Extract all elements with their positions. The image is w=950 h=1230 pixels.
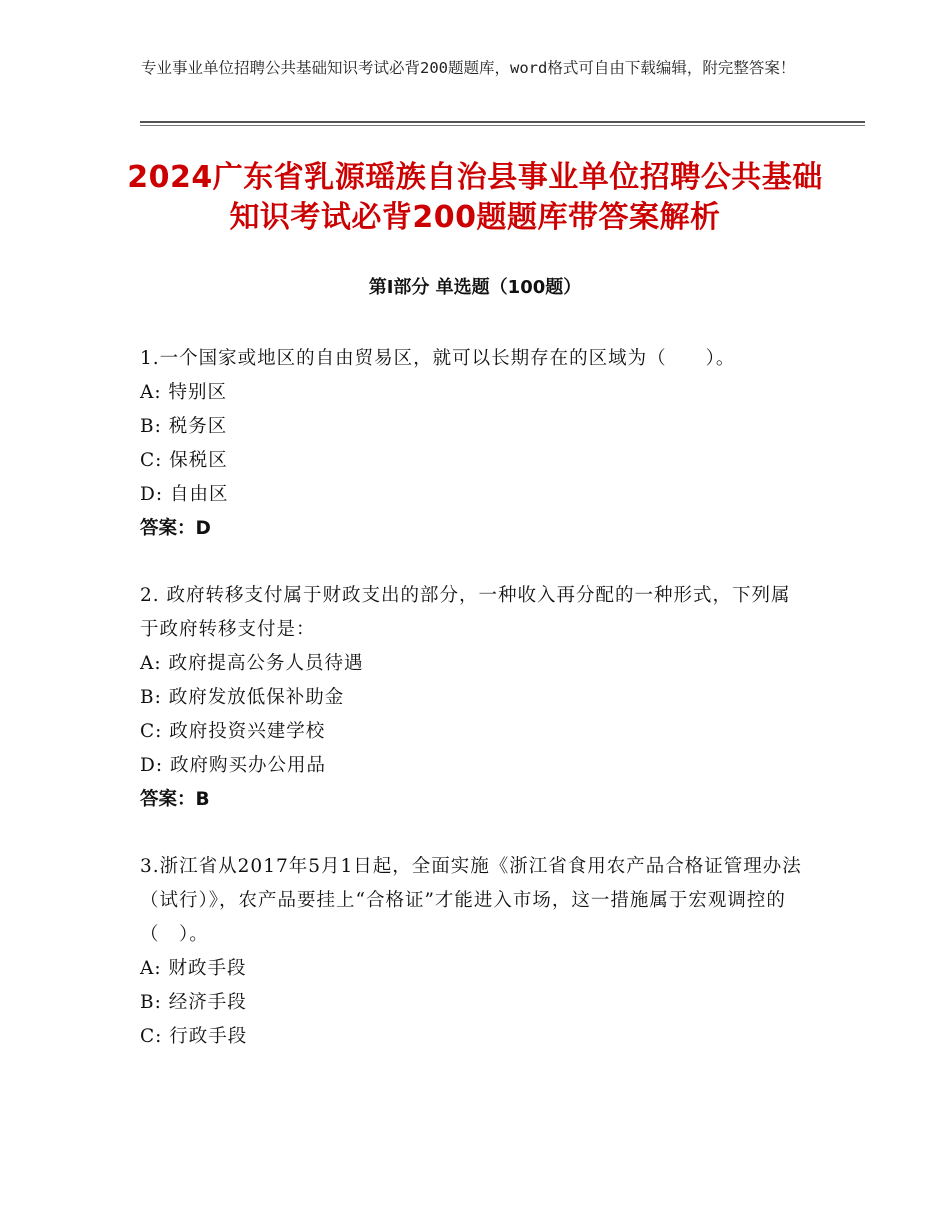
option-d: D: 政府购买办公用品 xyxy=(140,755,326,776)
option-a: A: 特别区 xyxy=(140,382,227,403)
option-b: B: 经济手段 xyxy=(140,992,247,1013)
answer-label: 答案：D xyxy=(140,518,211,539)
question-stem: 1.一个国家或地区的自由贸易区，就可以长期存在的区域为（ ）。 xyxy=(140,348,736,369)
header-divider-thin xyxy=(140,125,865,126)
header-note: 专业事业单位招聘公共基础知识考试必背200题题库，word格式可自由下载编辑，附完整答案！ xyxy=(141,59,796,77)
header-divider xyxy=(140,121,865,123)
question-stem: 2. 政府转移支付属于财政支出的部分，一种收入再分配的一种形式，下列属于政府转移支付是： xyxy=(140,585,791,640)
option-a: A: 财政手段 xyxy=(140,958,247,979)
option-c: C: 政府投资兴建学校 xyxy=(140,721,326,742)
question-1 xyxy=(140,342,810,546)
question-list xyxy=(140,342,810,1087)
option-b: B: 税务区 xyxy=(140,416,228,437)
answer-label: 答案：B xyxy=(140,789,210,810)
document-title: 2024广东省乳源瑶族自治县事业单位招聘公共基础知识考试必背200题题库带答案解析 xyxy=(127,160,823,235)
question-stem: 3.浙江省从2017年5月1日起，全面实施《浙江省食用农产品合格证管理办法（试行）》，农产品要挂上“合格证”才能进入市场，这一措施属于宏观调控的（ ）。 xyxy=(140,856,802,945)
question-2 xyxy=(140,579,810,817)
section-title: 第Ⅰ部分 单选题（100题） xyxy=(368,277,582,298)
option-a: A: 政府提高公务人员待遇 xyxy=(140,653,364,674)
option-b: B: 政府发放低保补助金 xyxy=(140,687,345,708)
question-3 xyxy=(140,850,810,1054)
option-c: C: 行政手段 xyxy=(140,1026,248,1047)
option-c: C: 保税区 xyxy=(140,450,228,471)
option-d: D: 自由区 xyxy=(140,484,229,505)
